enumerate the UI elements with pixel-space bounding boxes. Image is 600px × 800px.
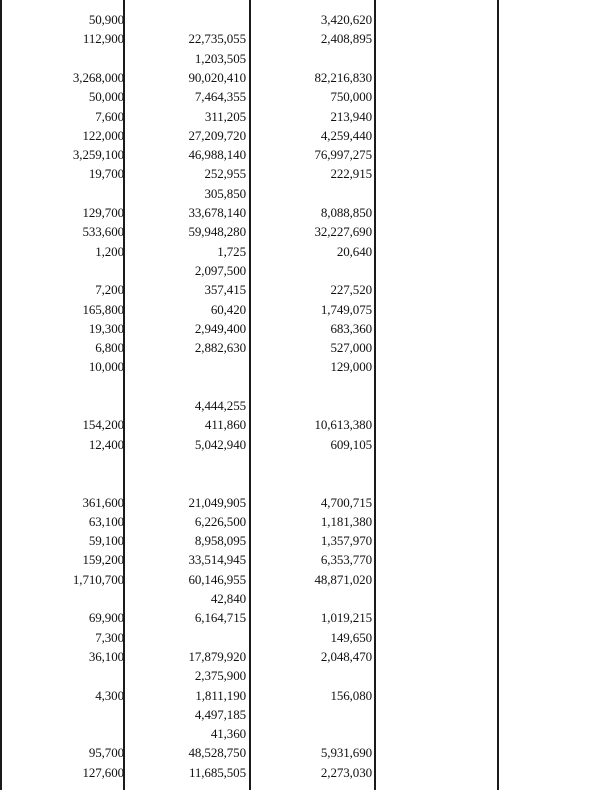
table-cell: 10,613,380 xyxy=(314,417,372,433)
table-cell: 1,749,075 xyxy=(320,301,372,317)
table-cell: 6,353,770 xyxy=(320,552,372,568)
table-cell: 112,900 xyxy=(82,31,124,47)
table-cell: 3,268,000 xyxy=(72,69,124,85)
table-cell: 69,900 xyxy=(88,610,124,626)
table-cell: 156,080 xyxy=(330,687,372,703)
table-cell: 411,860 xyxy=(204,417,246,433)
table-cell: 4,444,255 xyxy=(194,398,246,413)
table-cell: 165,800 xyxy=(82,301,124,317)
table-cell: 3,259,100 xyxy=(72,147,124,163)
table-cell: 33,678,140 xyxy=(188,205,246,220)
table-cell: 50,900 xyxy=(88,12,124,27)
table-cell: 7,300 xyxy=(95,629,124,645)
table-cell: 1,725 xyxy=(217,243,246,259)
table-cell: 60,146,955 xyxy=(188,571,246,587)
table-cell: 19,300 xyxy=(88,320,124,336)
table-cell: 7,464,355 xyxy=(194,89,246,105)
table-cell: 4,497,185 xyxy=(194,706,246,722)
table-cell: 10,000 xyxy=(88,359,124,375)
table-cell: 48,528,750 xyxy=(188,745,246,761)
table-cell: 6,800 xyxy=(95,340,124,356)
table-cell: 527,000 xyxy=(330,340,372,356)
table-cell: 361,600 xyxy=(82,494,124,510)
table-cell: 129,700 xyxy=(82,205,124,220)
table-cell: 154,200 xyxy=(82,417,124,433)
table-cell: 609,105 xyxy=(330,436,372,452)
table-cell: 7,600 xyxy=(95,108,124,124)
table-cell: 59,948,280 xyxy=(188,224,246,240)
table-cell: 32,227,690 xyxy=(314,224,372,240)
table-cell: 5,931,690 xyxy=(320,745,372,761)
table-cell: 20,640 xyxy=(336,243,372,259)
table-cell: 2,408,895 xyxy=(320,31,372,47)
table-cell: 1,019,215 xyxy=(320,610,372,626)
table-cell: 3,420,620 xyxy=(320,12,372,27)
column-divider xyxy=(0,0,2,790)
table-cell: 95,700 xyxy=(88,745,124,761)
table-cell: 1,181,380 xyxy=(320,513,372,529)
table-cell: 8,958,095 xyxy=(194,533,246,549)
table-cell: 8,088,850 xyxy=(320,205,372,220)
table-cell: 159,200 xyxy=(82,552,124,568)
table-cell: 17,879,920 xyxy=(188,648,246,664)
column-divider xyxy=(249,0,251,790)
table-cell: 42,840 xyxy=(210,591,246,606)
table-cell: 22,735,055 xyxy=(188,31,246,47)
table-cell: 33,514,945 xyxy=(188,552,246,568)
table-cell: 750,000 xyxy=(330,89,372,105)
table-cell: 82,216,830 xyxy=(314,69,372,85)
table-cell: 227,520 xyxy=(330,282,372,298)
column-divider xyxy=(374,0,376,790)
table-cell: 19,700 xyxy=(88,166,124,182)
table-cell: 252,955 xyxy=(204,166,246,182)
table-cell: 90,020,410 xyxy=(188,69,246,85)
table-cell: 6,226,500 xyxy=(194,513,246,529)
table-cell: 129,000 xyxy=(330,359,372,375)
table-cell: 213,940 xyxy=(330,108,372,124)
table-cell: 50,000 xyxy=(88,89,124,105)
table-cell: 2,097,500 xyxy=(194,262,246,278)
table-cell: 122,000 xyxy=(82,127,124,143)
table-cell: 4,700,715 xyxy=(320,494,372,510)
table-cell: 46,988,140 xyxy=(188,147,246,163)
table-cell: 4,259,440 xyxy=(320,127,372,143)
table-cell: 305,850 xyxy=(204,185,246,201)
table-cell: 1,357,970 xyxy=(320,533,372,549)
table-cell: 127,600 xyxy=(82,764,124,780)
table-cell: 21,049,905 xyxy=(188,494,246,510)
table-cell: 27,209,720 xyxy=(188,127,246,143)
table-cell: 533,600 xyxy=(82,224,124,240)
table-cell: 6,164,715 xyxy=(194,610,246,626)
table-cell: 2,048,470 xyxy=(320,648,372,664)
column-divider xyxy=(497,0,499,790)
table-cell: 1,203,505 xyxy=(194,50,246,66)
table-cell: 2,273,030 xyxy=(320,764,372,780)
table-cell: 7,200 xyxy=(95,282,124,298)
table-cell: 2,375,900 xyxy=(194,668,246,684)
table-cell: 76,997,275 xyxy=(314,147,372,163)
table-cell: 60,420 xyxy=(210,301,246,317)
table-cell: 311,205 xyxy=(204,108,246,124)
table-cell: 48,871,020 xyxy=(314,571,372,587)
table-cell: 11,685,505 xyxy=(188,764,246,780)
table-cell: 5,042,940 xyxy=(194,436,246,452)
table-cell: 1,200 xyxy=(95,243,124,259)
table-cell: 41,360 xyxy=(210,726,246,742)
table-cell: 1,811,190 xyxy=(195,687,246,703)
table-cell: 2,882,630 xyxy=(194,340,246,356)
table-cell: 59,100 xyxy=(88,533,124,549)
table-cell: 149,650 xyxy=(330,629,372,645)
table-cell: 1,710,700 xyxy=(72,571,124,587)
table-cell: 2,949,400 xyxy=(194,320,246,336)
table-cell: 222,915 xyxy=(330,166,372,182)
table-cell: 4,300 xyxy=(95,687,124,703)
table-cell: 357,415 xyxy=(204,282,246,298)
table-cell: 12,400 xyxy=(88,436,124,452)
table-cell: 36,100 xyxy=(88,648,124,664)
table-cell: 63,100 xyxy=(88,513,124,529)
table-cell: 683,360 xyxy=(330,320,372,336)
